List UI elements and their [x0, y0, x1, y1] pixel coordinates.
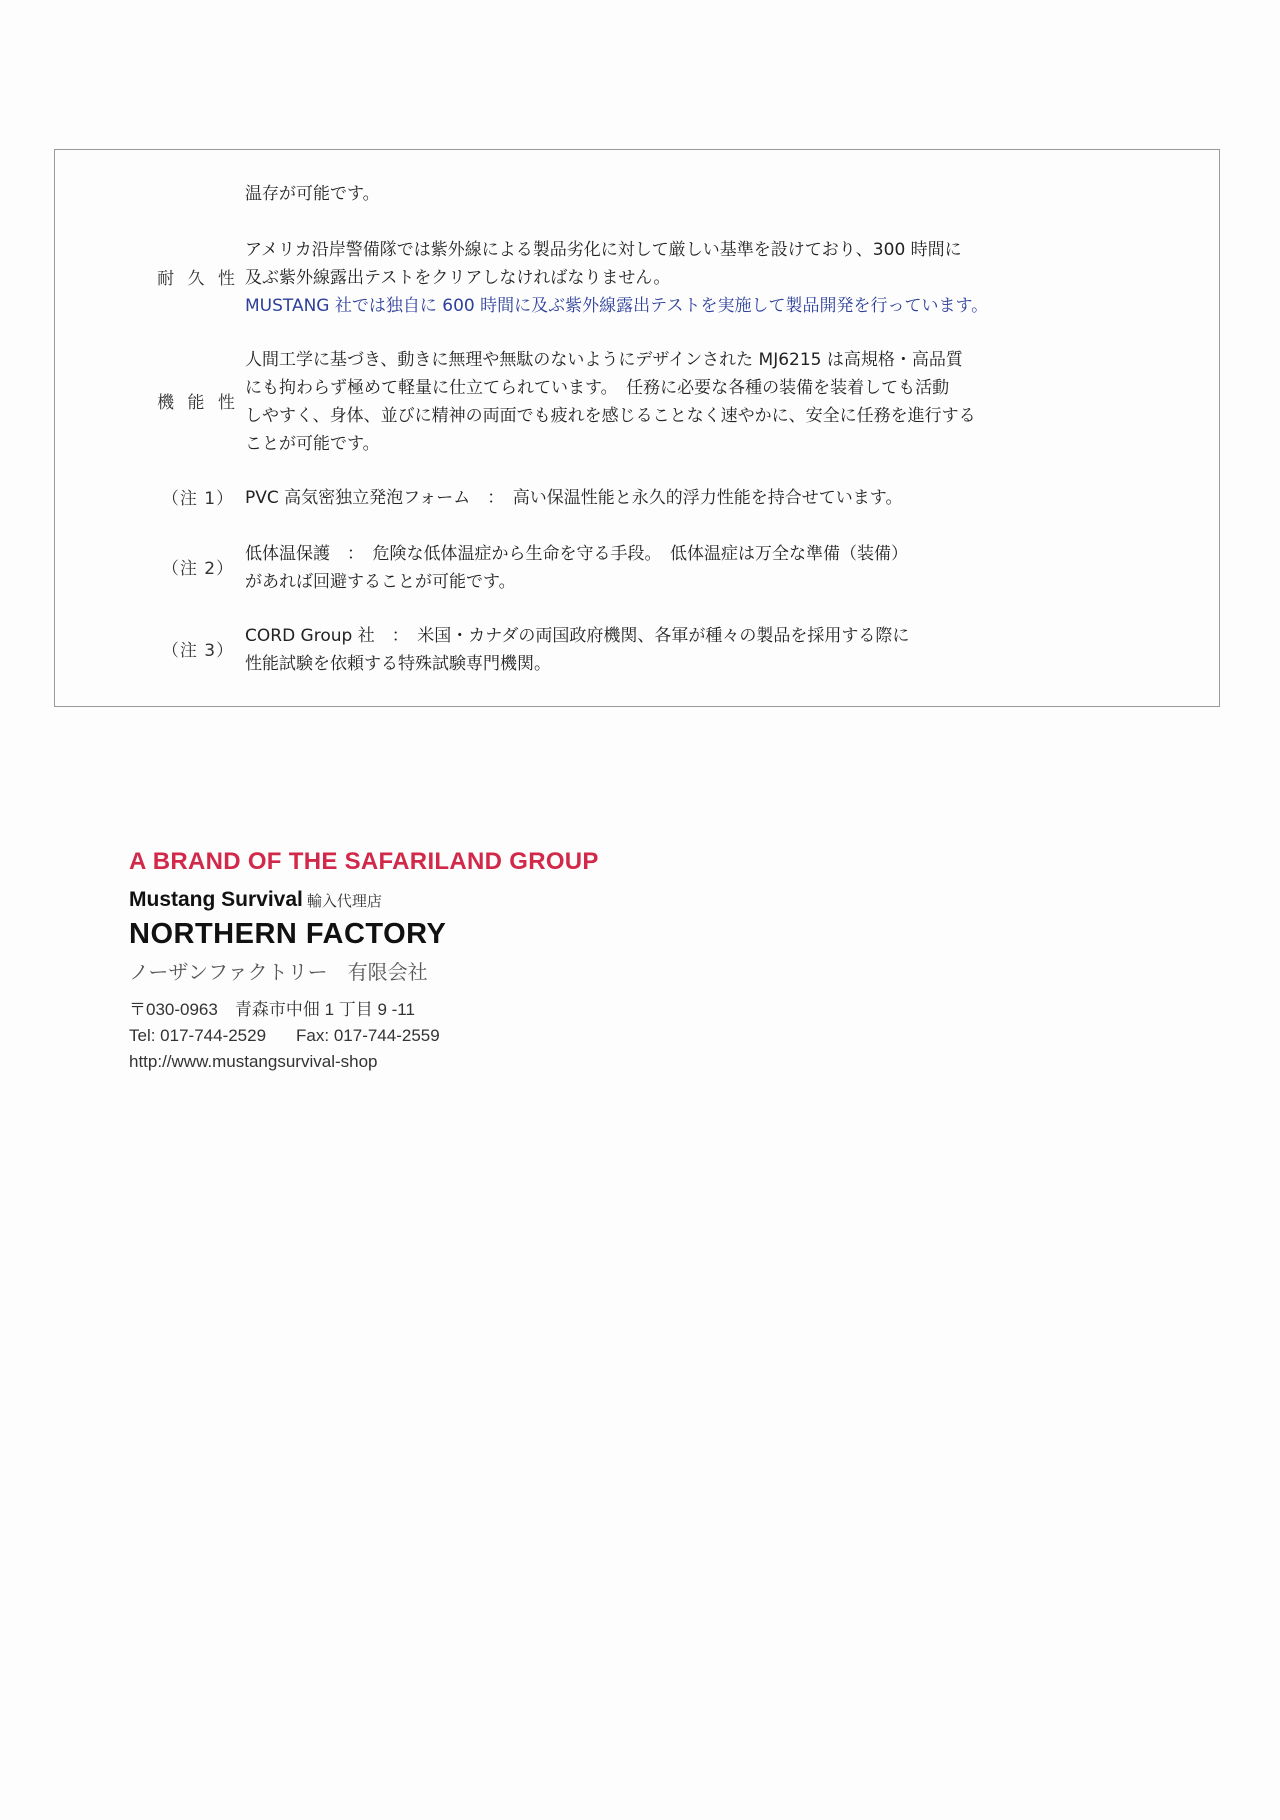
note1-label: （注 1）: [161, 489, 235, 509]
brand-line: A BRAND OF THE SAFARILAND GROUP: [129, 848, 599, 875]
note2-line-2: があれば回避することが可能です。: [245, 572, 516, 592]
durability-line-3: MUSTANG 社では独自に 600 時間に及ぶ紫外線露出テストを実施して製品開発を行っています。: [245, 296, 989, 316]
note3-line-1: CORD Group 社 ： 米国・カナダの両国政府機関、各軍が種々の製品を採用する際に: [245, 626, 910, 646]
note3-text: [245, 622, 1205, 678]
functionality-line-1: 人間工学に基づき、動きに無理や無駄のないようにデザインされた MJ6215 は高規格・高品質: [245, 350, 963, 370]
durability-label: 耐 久 性: [157, 269, 239, 289]
dealer-name: Mustang Survival: [129, 888, 303, 911]
company-footer: [129, 848, 599, 1072]
contact-line: [129, 1026, 599, 1046]
functionality-text: [245, 346, 1205, 458]
note3-label: （注 3）: [161, 641, 235, 661]
tel-number: Tel: 017-744-2529: [129, 1026, 267, 1045]
address: 〒030-0963 青森市中佃 1 丁目 9 -11: [129, 1000, 415, 1019]
note2-line-1: 低体温保護 ： 危険な低体温症から生命を守る手段。 低体温症は万全な準備（装備）: [245, 544, 908, 564]
functionality-label: 機 能 性: [157, 393, 239, 413]
intro-line: 温存が可能です。: [245, 184, 380, 204]
functionality-line-2: にも拘わらず極めて軽量に仕立てられています。 任務に必要な各種の装備を装着しても活動: [245, 378, 950, 398]
dealer-line: [129, 888, 599, 912]
note1-text: [245, 484, 1205, 512]
dealer-suffix: 輸入代理店: [306, 893, 382, 910]
functionality-line-4: ことが可能です。: [245, 434, 380, 454]
functionality-line-3: しやすく、身体、並びに精神の両面でも疲れを感じることなく速やかに、安全に任務を進行する: [245, 406, 976, 426]
durability-line-1: アメリカ沿岸警備隊では紫外線による製品劣化に対して厳しい基準を設けており、300 時間に: [245, 240, 962, 260]
website-url: http://www.mustangsurvival-shop: [129, 1052, 378, 1071]
durability-text: [245, 236, 1205, 320]
fax-number: Fax: 017-744-2559: [296, 1026, 440, 1045]
durability-line-2: 及ぶ紫外線露出テストをクリアしなければなりません。: [245, 268, 671, 288]
note2-label: （注 2）: [161, 559, 235, 579]
company-kana: ノーザンファクトリー 有限会社: [129, 960, 428, 984]
note2-text: [245, 540, 1205, 596]
note3-line-2: 性能試験を依頼する特殊試験専門機関。: [245, 654, 551, 674]
note1-line-1: PVC 高気密独立発泡フォーム ： 高い保温性能と永久的浮力性能を持合せています。: [245, 488, 903, 508]
notes-box: [54, 149, 1220, 707]
company-name: NORTHERN FACTORY: [129, 918, 447, 950]
